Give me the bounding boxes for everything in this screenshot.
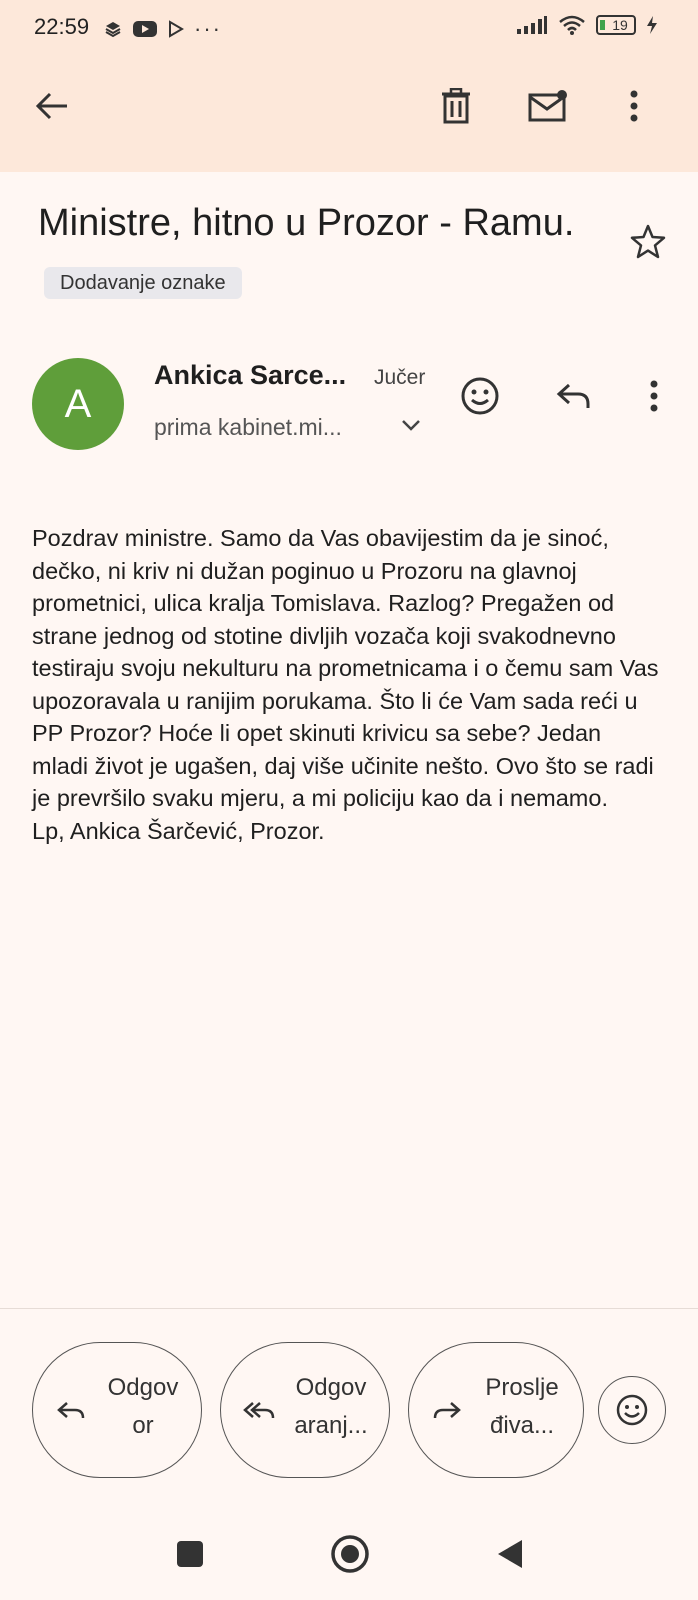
back-arrow-icon [35, 91, 69, 121]
play-store-icon [168, 20, 184, 38]
more-vert-icon [629, 90, 639, 122]
email-body [32, 522, 662, 847]
layers-icon [104, 20, 122, 38]
square-icon [176, 1540, 204, 1568]
add-reaction-button[interactable] [456, 372, 504, 420]
reply-icon [55, 1395, 87, 1427]
charging-icon [646, 15, 658, 35]
message-more-button[interactable] [630, 372, 678, 420]
email-date: Jučer [374, 366, 426, 389]
email-body-text: Pozdrav ministre. Samo da Vas obavijestim da je sinoć, dečko, ni kriv ni dužan poginuo u Prozoru na glavnoj prometnici, ulica kralja Tomislava. Razlog? Pregažen od strane jednog od stotine divljih vozača koji svakodnevno testiraju svoju nekulturu na prometnicama i o čemu sam Vas upozoravala u ranijim porukama. Što li će Vam sada reći u PP Prozor? Hoće li opet skinuti krivicu sa sebe? Jedan mladi život je ugašen, daj više učinite nešto. Ovo što se radi je prevršilo svaku mjeru, a mi policiju kao da i nemamo. Lp, Ankica Šarčević, Prozor. [32, 525, 659, 844]
home-circle-icon [330, 1534, 370, 1574]
delete-button[interactable] [432, 82, 480, 130]
reply-label: Odgov or [107, 1374, 179, 1439]
subject-text: Ministre, hitno u Prozor - Ramu. [38, 202, 575, 244]
divider [0, 1308, 698, 1309]
forward-label: Proslje điva... [485, 1374, 559, 1439]
forward-action-button[interactable] [408, 1342, 584, 1478]
notification-icons [104, 16, 222, 42]
home-button[interactable] [328, 1532, 372, 1576]
recents-button[interactable] [170, 1534, 210, 1574]
star-button[interactable] [628, 222, 672, 266]
reply-action-button[interactable] [32, 1342, 202, 1478]
signal-icon [516, 15, 548, 35]
forward-icon [431, 1395, 463, 1427]
system-icons [516, 14, 658, 36]
email-subject [38, 192, 598, 316]
more-options-button[interactable] [610, 82, 658, 130]
emoji-icon [460, 376, 500, 416]
recipient-summary[interactable]: prima kabinet.mi... [154, 414, 342, 440]
more-notifications-icon: ··· [194, 16, 222, 41]
system-navigation-bar [0, 1520, 698, 1590]
reply-all-icon [243, 1395, 275, 1427]
react-action-button[interactable] [598, 1376, 666, 1444]
status-bar [0, 0, 698, 56]
battery-level: 19 [612, 17, 628, 33]
reply-button[interactable] [550, 372, 598, 420]
battery-icon [596, 15, 636, 35]
reply-all-action-button[interactable] [220, 1342, 390, 1478]
reply-all-label: Odgov aranj... [294, 1374, 368, 1439]
status-time: 22:59 [34, 14, 90, 39]
add-label-chip[interactable]: Dodavanje oznake [44, 267, 242, 299]
mark-unread-button[interactable] [524, 82, 572, 130]
mark-unread-icon [528, 90, 568, 122]
back-button[interactable] [28, 82, 76, 130]
more-vert-icon [649, 380, 659, 412]
star-icon [628, 222, 668, 262]
back-nav-button[interactable] [490, 1534, 530, 1574]
wifi-icon [558, 14, 586, 36]
toolbar [0, 70, 698, 150]
expand-details-button[interactable] [400, 418, 424, 442]
delete-icon [441, 88, 471, 124]
back-triangle-icon [496, 1538, 524, 1570]
chevron-down-icon [400, 418, 422, 432]
youtube-icon [132, 19, 158, 39]
sender-name[interactable]: Ankica Sarce... [154, 360, 347, 390]
reply-icon [556, 382, 592, 410]
emoji-icon [615, 1393, 649, 1427]
avatar[interactable]: A [32, 358, 124, 450]
